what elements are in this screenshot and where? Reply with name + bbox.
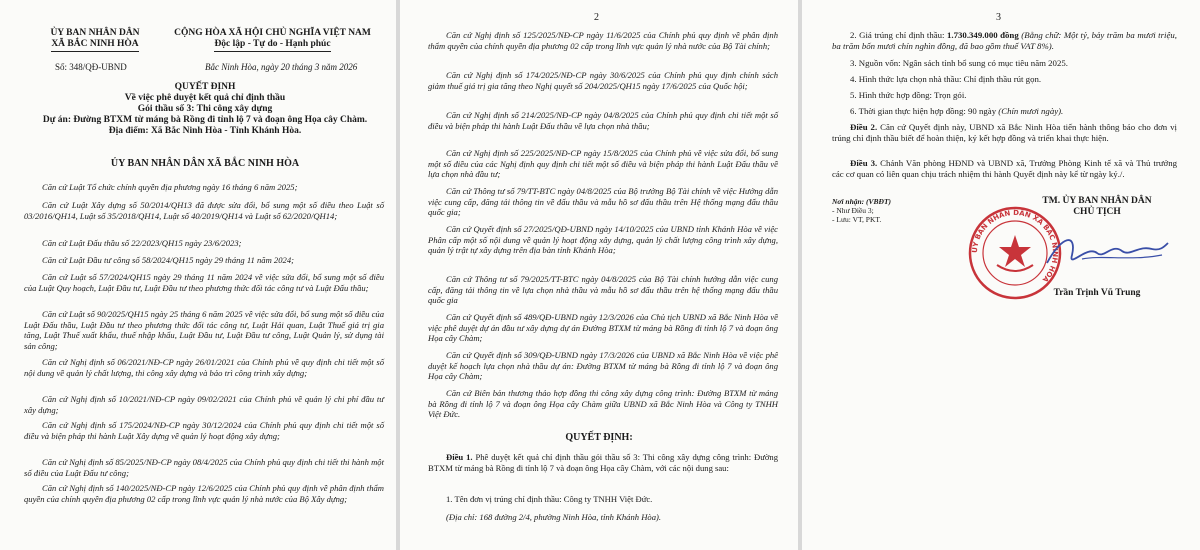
legal-basis-3: Căn cứ Luật Đấu thầu số 22/2023/QH15 ngày 23/6/2023; [42,238,242,248]
page-number: 2 [594,12,599,23]
legal-basis-14: Căn cứ Nghị định số 214/2025/NĐ-CP ngày 04/8/2025 của Chính phủ quy định chi tiết một số điều và biện pháp thi hành Luật Đấu thầu về lựa chọn nhà thầu; [428,110,778,131]
page-1 [0,0,396,550]
legal-basis-5: Căn cứ Luật số 57/2024/QH15 ngày 29 tháng 11 năm 2024 về việc sửa đổi, bổ sung một số điều của Luật Quy hoạch, Luật Đầu tư, Luật Đầu tư theo phương thức đối tác công tư và Luật Đấu thầu; [24,272,384,293]
package-name: Gói thầu số 3: Thi công xây dựng [137,104,273,114]
contract-price: 2. Giá trúng chỉ định thầu: 1.730.349.000 đồng (Bằng chữ: Một tỷ, bảy trăm ba mươi triệu, ba trăm bốn mươi chín nghìn đồng, đã bao gồm thuế VAT 8%). [832,30,1177,51]
article-3: Điều 3. Chánh Văn phòng HĐND và UBND xã, Trưởng Phòng Kinh tế xã và Thủ trưởng các cơ quan có liên quan chịu trách nhiệm thi hành Quyết định này kể từ ngày ký./. [832,158,1177,179]
signer-name: Trần Trịnh Vũ Trung [1053,288,1141,298]
document-date: Bắc Ninh Hòa, ngày 20 tháng 3 năm 2026 [205,62,358,72]
seal-text: ỦY BAN NHÂN DÂN XÃ BẮC NINH HÒA [970,208,1060,284]
legal-basis-1: Căn cứ Luật Tổ chức chính quyền địa phương ngày 16 tháng 6 năm 2025; [42,182,298,192]
selection-method: 4. Hình thức lựa chọn nhà thầu: Chỉ định thầu rút gọn. [850,74,1042,84]
legal-basis-21: Căn cứ Biên bản thương thảo hợp đồng thi công xây dựng công trình: Đường BTXM từ máng bà Rồng đi tỉnh lộ 7 và đoạn ông Họa cây Chàm giữa UBND xã Bắc Ninh Hòa và Công ty TNHH Việt Đức. [428,388,778,420]
legal-basis-11: Căn cứ Nghị định số 140/2025/NĐ-CP ngày 12/6/2025 của Chính phủ quy định về phân định thẩm quyền của chính quyền địa phương 02 cấp trong lĩnh vực quản lý nhà nước của Bộ Xây dựng; [24,483,384,504]
legal-basis-6: Căn cứ Luật số 90/2025/QH15 ngày 25 tháng 6 năm 2025 về việc sửa đổi, bổ sung một số điều của Luật Đấu thầu, Luật Đầu tư theo phương thức đối tác công tư, Luật Hải quan, Luật Thuế giá trị gia tăng, Luật Thuế xuất khẩu, thuế nhập khẩu, Luật Đầu tư, Luật Đầu tư công, Luật Quản lý, sử dụng tài sản công; [24,309,384,351]
legal-basis-15: Căn cứ Nghị định số 225/2025/NĐ-CP ngày 15/8/2025 của Chính phủ về việc sửa đổi, bổ sung một số điều của các Nghị định quy định chi tiết một số điều và biện pháp thi hành Luật Đấu thầu về lựa chọn nhà đầu tư; [428,148,778,180]
contract-type: 5. Hình thức hợp đồng: Trọn gói. [850,90,967,100]
decision-heading: QUYẾT ĐỊNH: [565,432,633,443]
page-3 [802,0,1200,550]
legal-basis-13: Căn cứ Nghị định số 174/2025/NĐ-CP ngày 30/6/2025 của Chính phủ quy định chính sách giảm thuế giá trị gia tăng theo Nghị quyết số 204/2025/QH15 ngày 17/6/2025 của Quốc hội; [428,70,778,91]
contractor-address: (Địa chỉ: 168 đường 2/4, phường Ninh Hòa, tỉnh Khánh Hòa). [446,512,662,522]
decision-title: QUYẾT ĐỊNH [174,82,236,92]
article-2: Điều 2. Căn cứ Quyết định này, UBND xã Bắc Ninh Hòa tiến hành thông báo cho đơn vị trúng chỉ định thầu biết để hoàn thiện, ký kết hợp đồng và triển khai thực hiện. [832,122,1177,143]
legal-basis-10: Căn cứ Nghị định số 85/2025/NĐ-CP ngày 08/4/2025 của Chính phủ quy định chi tiết thi hành một số điều của Luật Đấu tư công; [24,457,384,478]
legal-basis-16: Căn cứ Thông tư số 79/TT-BTC ngày 04/8/2025 của Bộ trưởng Bộ Tài chính về việc Hướng dẫn việc cung cấp, đăng tải thông tin về đấu thầu và mẫu hồ sơ đấu thầu trên Hệ thống mạng đấu thầu quốc gia; [428,186,778,218]
legal-basis-2: Căn cứ Luật Xây dựng số 50/2014/QH13 đã được sửa đổi, bổ sung một số điều theo Luật số 03/2016/QH14, Luật số 35/2018/QH14, Luật số 40/2019/QH14 và Luật số 62/2020/QH14; [24,200,384,221]
page-2 [400,0,798,550]
legal-basis-20: Căn cứ Quyết định số 309/QĐ-UBND ngày 17/3/2026 của UBND xã Bắc Ninh Hòa về việc phê duyệt kế hoạch lựa chọn nhà thầu dự án: Đường BTXM từ máng bà Rồng đi tỉnh lộ 7 và đoạn ông Họa cây Chàm; [428,350,778,382]
legal-basis-9: Căn cứ Nghị định số 175/2024/NĐ-CP ngày 30/12/2024 của Chính phủ quy định chi tiết một số điều và biện pháp thi hành Luật Xây dựng về quản lý hoạt động xây dựng; [24,420,384,441]
legal-basis-8: Căn cứ Nghị định số 10/2021/NĐ-CP ngày 09/02/2021 của Chính phủ về quản lý chi phí đầu tư xây dựng; [24,394,384,415]
issuing-organization: ỦY BAN NHÂN DÂN XÃ BẮC NINH HÒA [30,28,160,52]
project-name: Dự án: Đường BTXM từ máng bà Rồng đi tỉnh lộ 7 và đoạn ông Họa cây Chàm. [42,115,368,125]
document-number: Số: 348/QĐ-UBND [55,62,127,72]
decision-subject: Về việc phê duyệt kết quả chỉ định thầu [124,93,286,103]
article-1: Điều 1. Phê duyệt kết quả chỉ định thầu gói thầu số 3: Thi công xây dựng công trình: Đường BTXM từ máng bà Rồng đi tỉnh lộ 7 và đoạn ông Họa cây Chàm, với các nội dung sau: [428,452,778,473]
article-1-item-1: 1. Tên đơn vị trúng chỉ định thầu: Công ty TNHH Việt Đức. [446,494,653,504]
national-motto: CỘNG HÒA XÃ HỘI CHỦ NGHĨA VIỆT NAM Độc lập - Tự do - Hạnh phúc [160,28,385,52]
issuer-heading: ỦY BAN NHÂN DÂN XÃ BẮC NINH HÒA [110,158,300,169]
legal-basis-12: Căn cứ Nghị định số 125/2025/NĐ-CP ngày 11/6/2025 của Chính phủ quy định về phân định thẩm quyền của chính quyền địa phương 02 cấp trong lĩnh vực quản lý nhà nước của Bộ Tài chính; [428,30,778,51]
signature-icon [1042,225,1172,275]
signature-title: TM. ỦY BAN NHÂN DÂN CHỦ TỊCH [1042,196,1152,217]
legal-basis-7: Căn cứ Nghị định số 06/2021/NĐ-CP ngày 26/01/2021 của Chính phủ về quy định chi tiết một số nội dung về quản lý chất lượng, thi công xây dựng và bảo trì công trình xây dựng; [24,357,384,378]
page-number: 3 [996,12,1001,23]
legal-basis-17: Căn cứ Quyết định số 27/2025/QĐ-UBND ngày 14/10/2025 của UBND tỉnh Khánh Hòa về việc Phân cấp một số nội dung về quản lý hoạt động xây dựng, quản lý chất lượng công trình xây dựng, quản lý trật tự xây dựng trên địa bàn tỉnh Khánh Hòa; [428,224,778,256]
legal-basis-4: Căn cứ Luật Đầu tư công số 58/2024/QH15 ngày 29 tháng 11 năm 2024; [42,255,294,265]
contract-duration: 6. Thời gian thực hiện hợp đồng: 90 ngày (Chín mươi ngày). [850,106,1064,116]
legal-basis-18: Căn cứ Thông tư số 79/2025/TT-BTC ngày 04/8/2025 của Bộ Tài chính hướng dẫn việc cung cấp, đăng tải thông tin về lựa chọn nhà thầu và mẫu hồ sơ đấu thầu trên hệ thống mạng đấu thầu quốc gia [428,274,778,306]
funding-source: 3. Nguồn vốn: Ngân sách tỉnh bổ sung có mục tiêu năm 2025. [850,58,1068,68]
recipients: Nơi nhận: (VBĐT) - Như Điều 3; - Lưu: VT, PKT. [832,197,892,224]
location: Địa điểm: Xã Bắc Ninh Hòa - Tỉnh Khánh Hòa. [108,126,302,136]
legal-basis-19: Căn cứ Quyết định số 489/QĐ-UBND ngày 12/3/2026 của Chủ tịch UBND xã Bắc Ninh Hòa về việc phê duyệt dự án đầu tư xây dựng dự án Đường BTXM từ máng bà Rồng đi tỉnh lộ 7 và đoạn ông Họa cây Chàm; [428,312,778,344]
